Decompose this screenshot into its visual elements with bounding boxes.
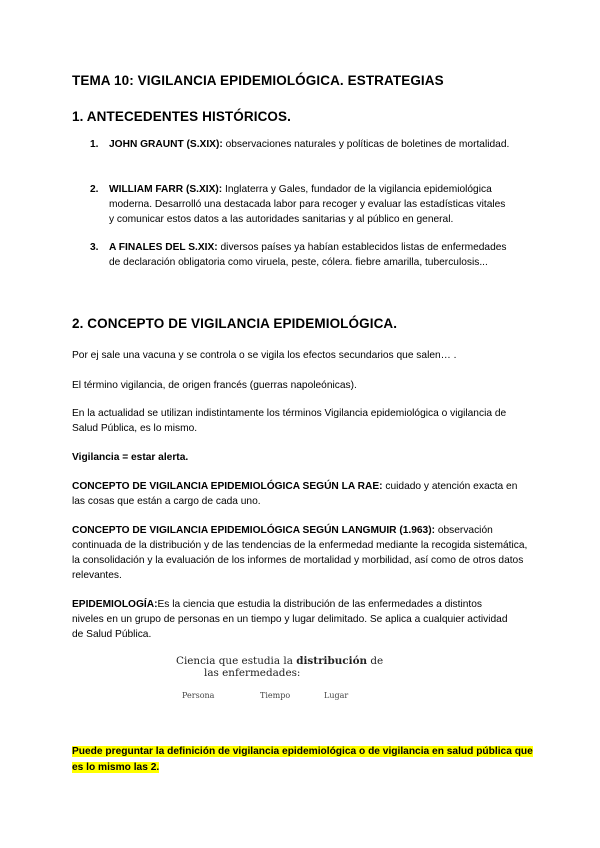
list-item-label: A FINALES DEL S.XIX: bbox=[109, 242, 218, 253]
diagram-line-2: las enfermedades: bbox=[204, 667, 301, 679]
list-item-text: observaciones naturales y políticas de boletines de mortalidad. bbox=[222, 139, 510, 150]
section-2-heading: 2. CONCEPTO DE VIGILANCIA EPIDEMIOLÓGICA. bbox=[72, 316, 398, 331]
distribution-diagram bbox=[172, 655, 384, 705]
diagram-label-persona: Persona bbox=[182, 691, 215, 700]
rae-label: CONCEPTO DE VIGILANCIA EPIDEMIOLÓGICA SEGÚN LA RAE: bbox=[72, 481, 383, 492]
paragraph-bold bbox=[72, 450, 532, 465]
highlighted-note bbox=[72, 744, 542, 776]
paragraph-epidemiologia bbox=[72, 597, 512, 642]
list-number: 3. bbox=[90, 242, 99, 253]
list-item-text: Inglaterra y Gales, fundador de la vigilancia epidemiológica moderna. Desarrolló una destacada labor para recoger y evaluar las estadísticas vitales y comunicar estos datos a las autoridades sanitarias y al público en general. bbox=[109, 184, 506, 225]
paragraph-rae bbox=[72, 479, 522, 509]
list-item-label: JOHN GRAUNT (S.XIX): bbox=[109, 139, 223, 150]
paragraph: En la actualidad se utilizan indistintamente los términos Vigilancia epidemiológica o vigilancia de Salud Pública, es lo mismo. bbox=[72, 408, 507, 434]
list-item bbox=[90, 137, 510, 152]
epidemiologia-label: EPIDEMIOLOGÍA: bbox=[72, 599, 158, 610]
langmuir-text: observación continuada de la distribución y de las tendencias de la enfermedad mediante la recogida sistemática, la consolidación y la evaluación de los informes de mortalidad y morbilidad, así como de otros datos relevantes. bbox=[72, 525, 528, 581]
diagram-label-lugar: Lugar bbox=[324, 691, 349, 700]
diagram-line-1 bbox=[176, 655, 383, 667]
paragraph: El término vigilancia, de origen francés (guerras napoleónicas). bbox=[72, 380, 357, 391]
diagram-label-tiempo: Tiempo bbox=[260, 691, 291, 700]
rae-text: cuidado y atención exacta en las cosas que están a cargo de cada uno. bbox=[72, 481, 518, 507]
list-number: 1. bbox=[90, 139, 99, 150]
list-item-label: WILLIAM FARR (S.XIX): bbox=[109, 184, 223, 195]
diagram-text: Ciencia que estudia la bbox=[176, 655, 297, 667]
document-title: TEMA 10: VIGILANCIA EPIDEMIOLÓGICA. ESTRATEGIAS bbox=[72, 73, 444, 88]
list-number: 2. bbox=[90, 184, 99, 195]
highlight-text: Puede preguntar la definición de vigilancia epidemiológica o de vigilancia en salud pública que es lo mismo las 2. bbox=[72, 746, 533, 773]
paragraph: Por ej sale una vacuna y se controla o se vigila los efectos secundarios que salen… . bbox=[72, 350, 457, 361]
paragraph-langmuir bbox=[72, 523, 534, 583]
diagram-text: de bbox=[367, 655, 384, 667]
list-item bbox=[90, 182, 510, 227]
vigilancia-definition: Vigilancia = estar alerta. bbox=[72, 452, 189, 463]
langmuir-label: CONCEPTO DE VIGILANCIA EPIDEMIOLÓGICA SEGÚN LANGMUIR (1.963): bbox=[72, 525, 436, 536]
list-item bbox=[90, 240, 510, 270]
epidemiologia-text: Es la ciencia que estudia la distribución de las enfermedades a distintos niveles en un grupo de personas en un tiempo y lugar delimitado. Se aplica a cualquier actividad de Salud Pública. bbox=[72, 599, 508, 640]
diagram-keyword: distribución bbox=[296, 655, 368, 667]
list-item-text: diversos países ya habían establecidos listas de enfermedades de declaración obligatoria como viruela, peste, cólera. fiebre amarilla, tuberculosis... bbox=[109, 242, 507, 268]
section-1-heading: 1. ANTECEDENTES HISTÓRICOS. bbox=[72, 109, 291, 124]
